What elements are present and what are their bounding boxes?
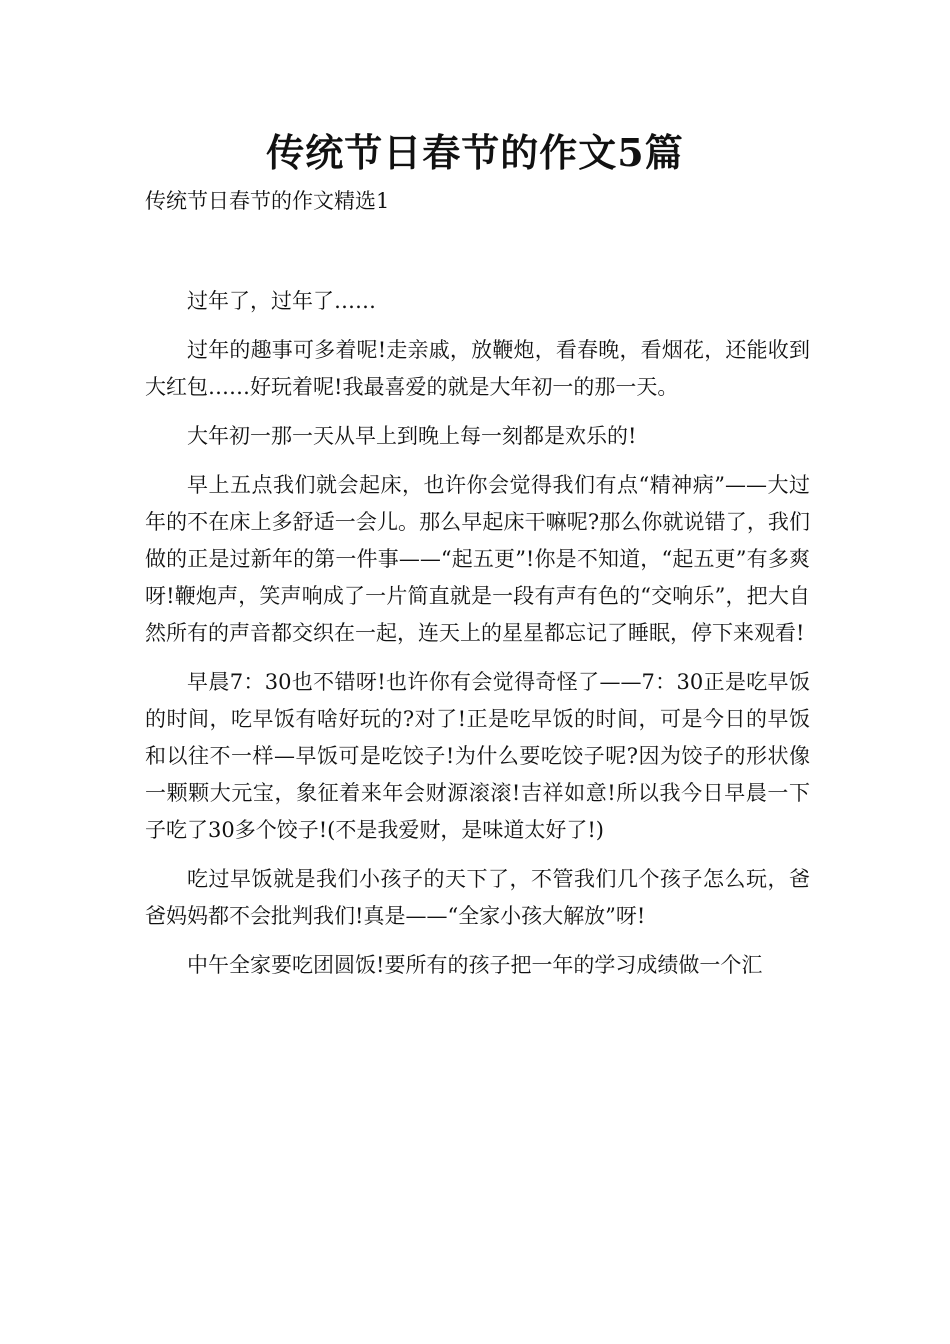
essay-body bbox=[145, 283, 810, 996]
paragraph: 大年初一那一天从早上到晚上每一刻都是欢乐的! bbox=[187, 424, 637, 448]
paragraph: 早上五点我们就会起床，也许你会觉得我们有点“精神病”——大过年的不在床上多舒适一会儿。那么早起床干嘛呢?那么你就说错了，我们做的正是过新年的第一件事——“起五更”!你是不知道，“起五更”有多爽呀!鞭炮声，笑声响成了一片简直就是一段有声有色的“交响乐”，把大自然所有的声音都交织在一起，连天上的星星都忘记了睡眠，停下来观看! bbox=[145, 473, 810, 645]
section-heading: 传统节日春节的作文精选1 bbox=[145, 189, 390, 213]
paragraph: 过年了，过年了…… bbox=[187, 289, 376, 313]
paragraph: 过年的趣事可多着呢!走亲戚，放鞭炮，看春晚，看烟花，还能收到大红包……好玩着呢!我最喜爱的就是大年初一的那一天。 bbox=[145, 338, 810, 399]
document-title: 传统节日春节的作文5篇 bbox=[266, 130, 684, 175]
paragraph: 中午全家要吃团圆饭!要所有的孩子把一年的学习成绩做一个汇 bbox=[187, 953, 763, 977]
paragraph: 早晨7：30也不错呀!也许你有会觉得奇怪了——7：30正是吃早饭的时间，吃早饭有啥好玩的?对了!正是吃早饭的时间，可是今日的早饭和以往不一样—早饭可是吃饺子!为什么要吃饺子呢?因为饺子的形状像一颗颗大元宝，象征着来年会财源滚滚!吉祥如意!所以我今日早晨一下子吃了30多个饺子!(不是我爱财，是味道太好了!) bbox=[145, 670, 810, 842]
paragraph: 吃过早饭就是我们小孩子的天下了，不管我们几个孩子怎么玩，爸爸妈妈都不会批判我们!真是——“全家小孩大解放”呀! bbox=[145, 867, 810, 928]
